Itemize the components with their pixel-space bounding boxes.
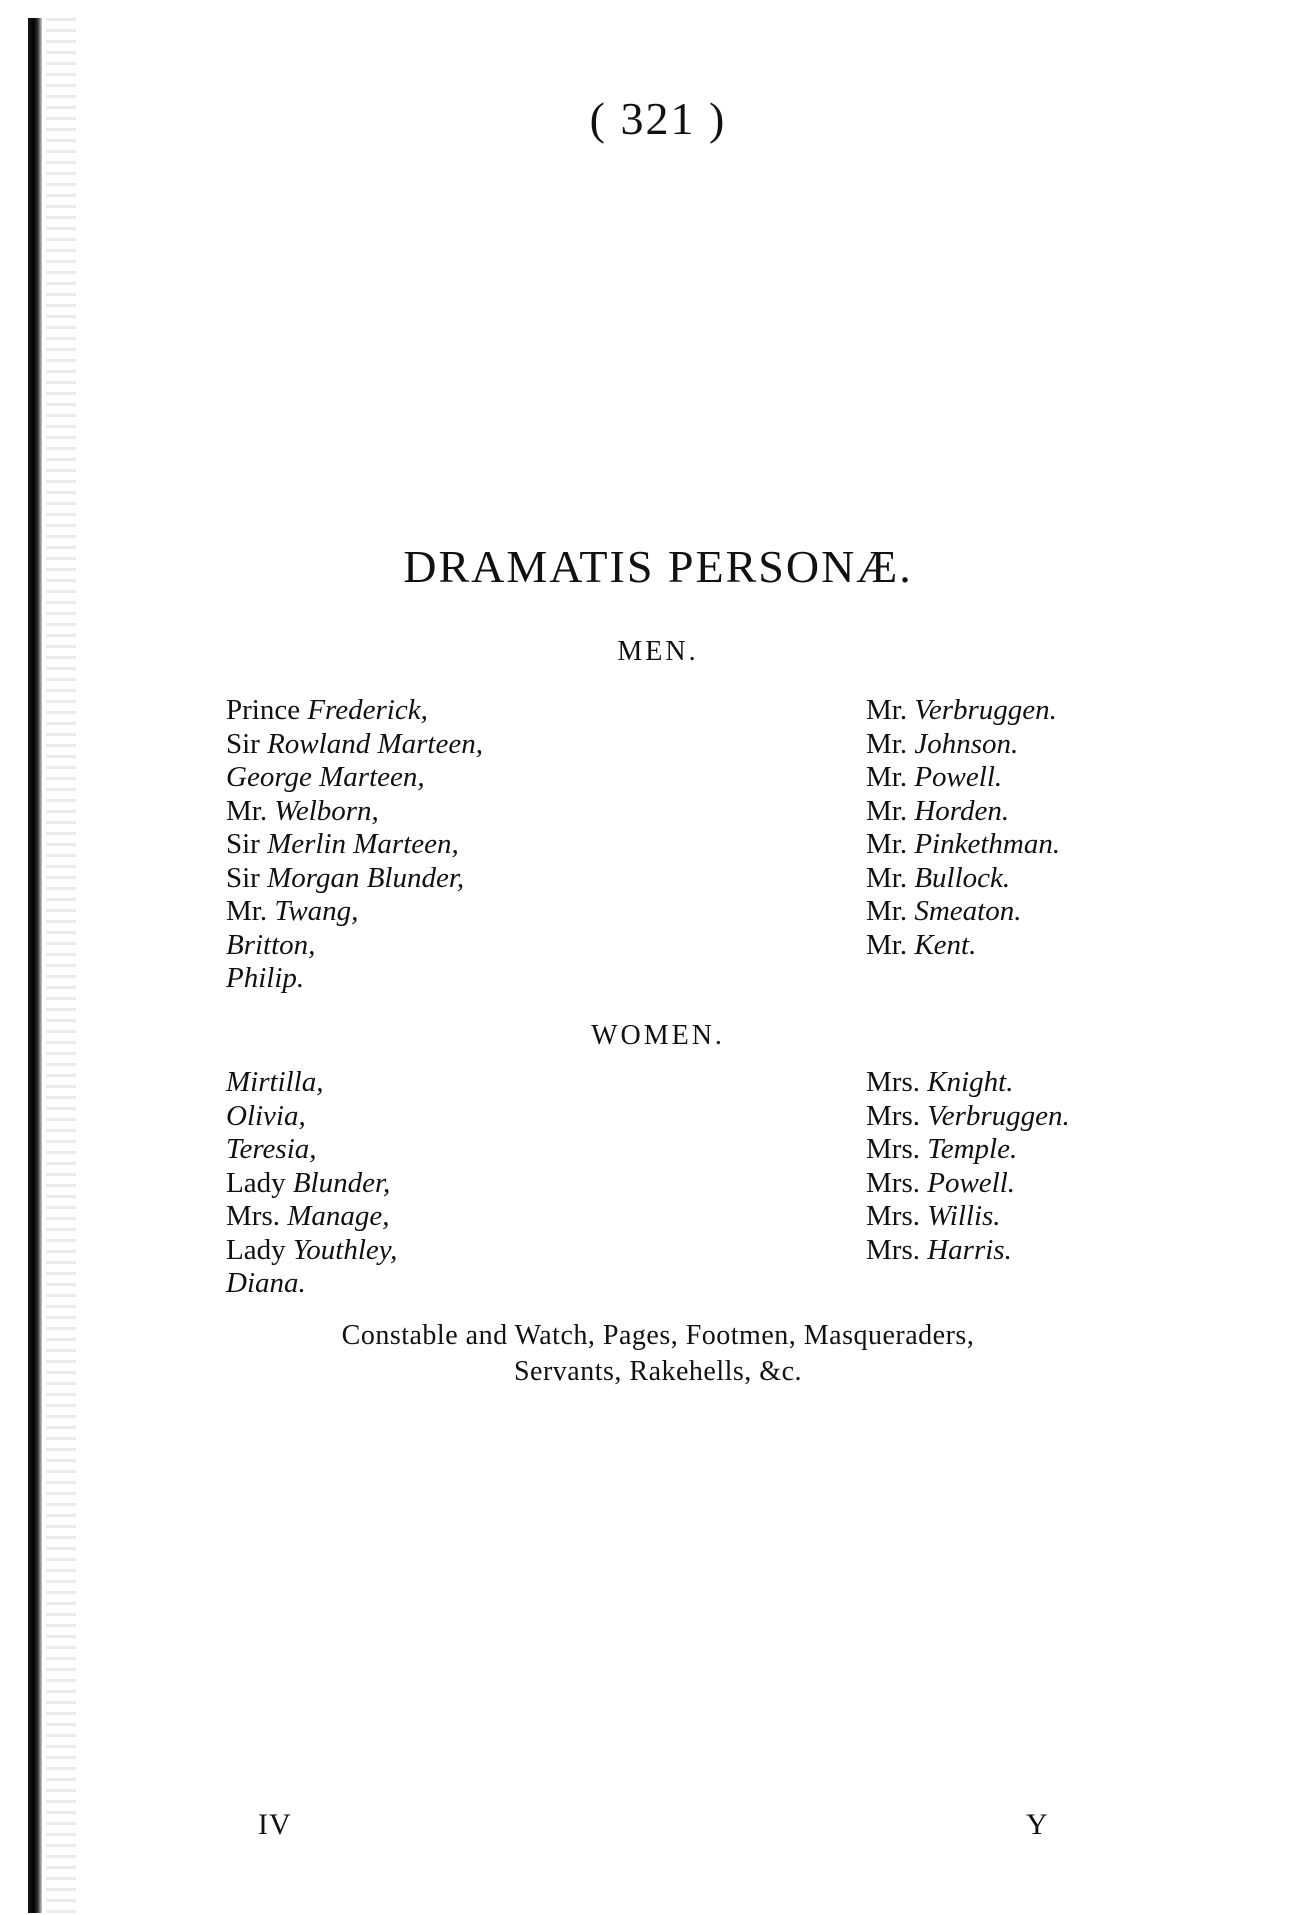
role-prefix: Sir (226, 828, 268, 860)
role-name: Willis. (927, 1200, 1001, 1232)
role-prefix: Sir (226, 727, 268, 760)
men-character-list (226, 694, 483, 996)
role-name: Rowland Marteen, (267, 727, 483, 760)
role-entry (226, 1200, 397, 1234)
binding-edge (28, 18, 42, 1913)
role-name: Olivia, (226, 1099, 306, 1132)
role-entry (866, 1200, 1070, 1234)
role-entry (226, 962, 483, 996)
role-entry (226, 1167, 397, 1201)
role-prefix: Mr. (866, 694, 915, 726)
role-name: Merlin Marteen, (267, 828, 459, 860)
role-entry (866, 761, 1060, 795)
role-name: Twang, (274, 895, 359, 927)
role-name: Mirtilla, (226, 1066, 324, 1098)
role-entry (226, 828, 483, 862)
men-heading: MEN. (617, 636, 699, 667)
role-prefix: Sir (226, 861, 268, 894)
role-name: Diana. (226, 1267, 306, 1299)
role-name: Bullock. (914, 861, 1011, 894)
role-prefix: Mrs. (866, 1066, 928, 1098)
role-name: Frederick, (307, 694, 428, 726)
role-entry (226, 1100, 397, 1134)
role-prefix: Mrs. (866, 1233, 928, 1266)
role-entry (866, 1066, 1070, 1100)
role-name: Teresia, (226, 1133, 317, 1165)
women-character-list (226, 1066, 397, 1301)
role-prefix: Lady (226, 1233, 293, 1266)
role-entry (866, 728, 1060, 762)
role-prefix: Prince (226, 694, 308, 726)
role-name: Kent. (914, 928, 977, 961)
role-prefix: Mrs. (866, 1133, 928, 1165)
signature-left: IV (258, 1808, 292, 1841)
role-entry (866, 795, 1060, 829)
role-entry (226, 728, 483, 762)
role-prefix: Mr. (866, 794, 915, 827)
role-name: Pinkethman. (914, 828, 1061, 860)
role-name: Verbruggen. (927, 1099, 1070, 1132)
role-name: Morgan Blunder, (267, 861, 465, 894)
page-number: ( 321 ) (589, 93, 727, 144)
role-name: George Marteen, (226, 761, 425, 793)
role-prefix: Mr. (226, 895, 275, 927)
role-entry (226, 1234, 397, 1268)
role-entry (226, 1066, 397, 1100)
women-actor-list (866, 1066, 1070, 1267)
role-entry (866, 929, 1060, 963)
role-entry (866, 694, 1060, 728)
page-title: DRAMATIS PERSONÆ. (403, 541, 913, 592)
role-prefix: Lady (226, 1166, 293, 1199)
role-entry (226, 1267, 397, 1301)
role-name: Verbruggen. (914, 694, 1057, 726)
role-prefix: Mr. (226, 794, 275, 827)
extras-line-2: Servants, Rakehells, &c. (513, 1356, 803, 1387)
role-prefix: Mrs. (866, 1099, 928, 1132)
role-name: Smeaton. (914, 895, 1022, 927)
role-entry (226, 694, 483, 728)
role-entry (226, 795, 483, 829)
role-entry (866, 828, 1060, 862)
role-entry (866, 1234, 1070, 1268)
role-prefix: Mrs. (866, 1200, 928, 1232)
role-name: Powell. (914, 761, 1003, 793)
role-prefix: Mr. (866, 828, 915, 860)
women-heading: WOMEN. (591, 1020, 725, 1051)
role-entry (866, 1133, 1070, 1167)
role-name: Harris. (927, 1233, 1012, 1266)
role-prefix: Mr. (866, 761, 915, 793)
role-name: Temple. (927, 1133, 1018, 1165)
role-name: Manage, (287, 1200, 390, 1232)
role-name: Powell. (927, 1166, 1016, 1199)
role-entry (226, 929, 483, 963)
role-name: Johnson. (914, 727, 1019, 760)
role-prefix: Mr. (866, 861, 915, 894)
role-entry (226, 761, 483, 795)
role-prefix: Mr. (866, 928, 915, 961)
extras-note (0, 1318, 1316, 1390)
role-name: Britton, (226, 928, 316, 961)
role-name: Welborn, (274, 794, 379, 827)
role-entry (866, 895, 1060, 929)
role-entry (866, 1100, 1070, 1134)
role-name: Knight. (927, 1066, 1014, 1098)
role-prefix: Mr. (866, 727, 915, 760)
men-actor-list (866, 694, 1060, 962)
role-name: Philip. (226, 962, 305, 994)
role-entry (226, 862, 483, 896)
role-prefix: Mr. (866, 895, 915, 927)
role-entry (226, 1133, 397, 1167)
role-name: Youthley, (292, 1233, 398, 1266)
role-entry (866, 862, 1060, 896)
signature-right: Y (1026, 1808, 1049, 1841)
role-prefix: Mrs. (226, 1200, 288, 1232)
role-entry (866, 1167, 1070, 1201)
role-entry (226, 895, 483, 929)
role-prefix: Mrs. (866, 1166, 928, 1199)
role-name: Blunder, (292, 1166, 391, 1199)
role-name: Horden. (914, 794, 1010, 827)
extras-line-1: Constable and Watch, Pages, Footmen, Masqueraders, (341, 1320, 975, 1351)
binding-shadow (46, 18, 76, 1913)
